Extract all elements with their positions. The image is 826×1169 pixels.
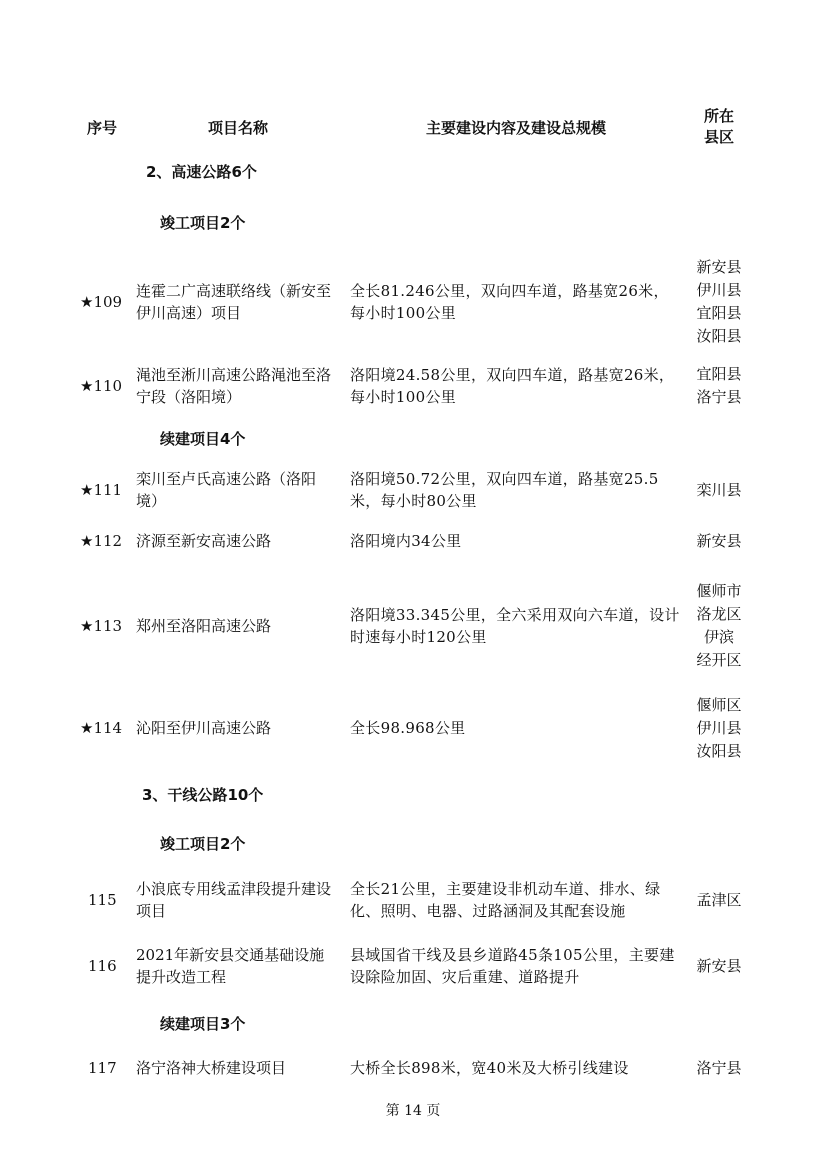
- table-row: [0, 943, 826, 989]
- county-name: 偃师市: [696, 582, 742, 600]
- project-name: 2021年新安县交通基础设施提升改造工程: [136, 946, 325, 986]
- project-content: 全长98.968公里: [350, 719, 466, 737]
- table-row: [0, 361, 826, 411]
- row-number: 117: [88, 1059, 117, 1077]
- project-content: 洛阳境内34公里: [350, 532, 462, 550]
- project-name: 渑池至淅川高速公路渑池至洛宁段（洛阳境）: [136, 366, 332, 406]
- row-number: ★111: [80, 481, 123, 499]
- project-name: 小浪底专用线孟津段提升建设项目: [136, 880, 332, 920]
- project-name: 连霍二广高速联络线（新安至伊川高速）项目: [136, 282, 332, 322]
- project-content: 大桥全长898米，宽40米及大桥引线建设: [350, 1059, 629, 1077]
- project-content: 县域国省干线及县乡道路45条105公里，主要建设除险加固、灾后重建、道路提升: [350, 946, 675, 986]
- header-county-line1: 所在: [703, 107, 734, 125]
- row-number: 116: [88, 957, 117, 975]
- subsection-highway-completed: 竣工项目2个: [160, 214, 246, 232]
- row-number: ★110: [80, 377, 123, 395]
- county-name: 洛宁县: [696, 1058, 742, 1077]
- project-name: 栾川至卢氏高速公路（洛阳境）: [136, 470, 317, 510]
- subsection-trunk-completed: 竣工项目2个: [160, 835, 246, 853]
- project-county: [696, 363, 741, 409]
- county-name: 伊川县: [696, 718, 742, 737]
- county-name: 新安县: [696, 956, 742, 975]
- county-name: 洛龙区: [696, 605, 742, 623]
- project-content: 全长81.246公里，双向四车道，路基宽26米，每小时100公里: [350, 282, 669, 322]
- county-name: 经开区: [696, 651, 742, 669]
- project-county: [696, 479, 741, 502]
- subsection-highway-continued: 续建项目4个: [160, 430, 246, 448]
- project-content: 洛阳境33.345公里，全六采用双向六车道，设计时速每小时120公里: [350, 606, 680, 646]
- row-number: ★112: [80, 532, 123, 550]
- project-county: [696, 694, 741, 763]
- table-row: [0, 580, 826, 672]
- header-name: 项目名称: [207, 119, 268, 137]
- county-name: 宜阳县: [696, 304, 742, 322]
- project-county: [696, 889, 741, 912]
- county-name: 栾川县: [696, 480, 742, 499]
- table-row: [0, 256, 826, 348]
- project-name: 沁阳至伊川高速公路: [136, 719, 272, 737]
- table-row: [0, 693, 826, 763]
- row-number: 115: [88, 891, 117, 909]
- county-name: 宜阳县: [696, 365, 742, 383]
- row-number: ★114: [80, 719, 123, 737]
- county-name: 偃师区: [696, 695, 742, 714]
- county-name: 孟津区: [696, 890, 742, 909]
- project-name: 洛宁洛神大桥建设项目: [136, 1059, 287, 1077]
- table-row: [0, 866, 826, 934]
- table-row: [0, 528, 826, 554]
- county-name: 伊川县: [696, 281, 742, 299]
- project-name: 济源至新安高速公路: [136, 532, 272, 550]
- row-number: ★109: [80, 293, 123, 311]
- project-county: [696, 955, 741, 978]
- row-number: ★113: [80, 617, 123, 635]
- section-heading-highway: 2、高速公路6个: [146, 163, 257, 181]
- county-name: 汝阳县: [696, 327, 742, 345]
- table-row: [0, 465, 826, 515]
- header-county-line2: 县区: [703, 128, 734, 146]
- project-county: [696, 580, 741, 672]
- county-name: 新安县: [696, 531, 742, 550]
- project-content: 洛阳境50.72公里，双向四车道，路基宽25.5米，每小时80公里: [350, 470, 659, 510]
- table-row: [0, 1055, 826, 1081]
- header-no: 序号: [86, 119, 117, 137]
- project-county: [696, 530, 741, 553]
- subsection-trunk-continued: 续建项目3个: [160, 1015, 246, 1033]
- project-content: 洛阳境24.58公里，双向四车道，路基宽26米，每小时100公里: [350, 366, 675, 406]
- project-county: [696, 256, 741, 348]
- project-name: 郑州至洛阳高速公路: [136, 617, 272, 635]
- county-name: 新安县: [696, 258, 742, 276]
- project-county: [696, 1057, 741, 1080]
- county-name: 洛宁县: [696, 388, 742, 406]
- county-name: 伊滨: [703, 628, 734, 646]
- header-county: [690, 106, 748, 148]
- section-heading-trunk: 3、干线公路10个: [142, 786, 264, 804]
- project-content: 全长21公里，主要建设非机动车道、排水、绿化、照明、电器、过路涵洞及其配套设施: [350, 880, 661, 920]
- header-content: 主要建设内容及建设总规模: [425, 119, 606, 137]
- page-number: 第 14 页: [385, 1103, 441, 1119]
- county-name: 汝阳县: [696, 741, 742, 760]
